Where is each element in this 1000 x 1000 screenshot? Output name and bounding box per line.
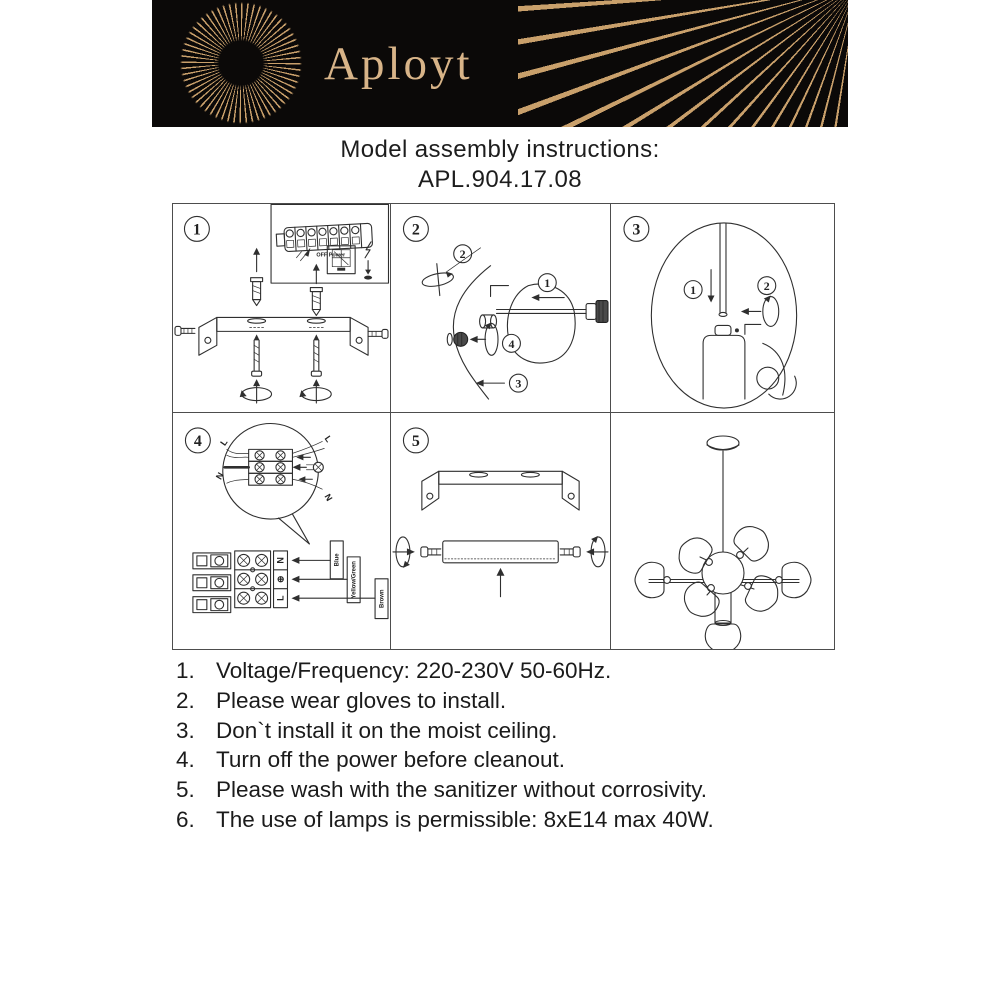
side-screw-right-icon <box>368 329 388 338</box>
step-marker-1 <box>684 270 714 303</box>
list-item <box>176 805 714 835</box>
svg-text:3: 3 <box>515 376 522 391</box>
note-text: The use of lamps is permissible: 8xE14 max 40W. <box>216 806 714 832</box>
brand-name: Aployt <box>324 37 473 90</box>
shade-partial <box>757 343 796 399</box>
safety-notes-list <box>176 656 714 835</box>
wire-label-N-left: N <box>213 470 226 482</box>
magnifier-ellipse <box>651 223 796 408</box>
terminal-earth: ⊕ <box>275 575 286 584</box>
chandelier-drawing <box>611 413 834 649</box>
wire-label-N-right: N <box>322 492 335 503</box>
screw-turn-right-icon <box>560 536 608 567</box>
corner-mark <box>491 286 509 297</box>
wall-anchor-left-icon <box>251 248 263 306</box>
wire-blue: Blue <box>334 553 341 567</box>
step-marker-3 <box>476 374 528 392</box>
mounting-bracket <box>422 471 579 510</box>
svg-text:2: 2 <box>459 247 466 262</box>
note-text: Don`t install it on the moist ceiling. <box>216 717 558 743</box>
side-screw-left-icon <box>175 326 195 335</box>
note-text: Voltage/Frequency: 220-230V 50-60Hz. <box>216 658 612 683</box>
note-number: 6. <box>176 806 195 832</box>
step-badge-number: 5 <box>411 432 420 450</box>
terminal-label-column <box>274 551 288 608</box>
step-badge-number: 3 <box>632 221 641 239</box>
page-title: Model assembly instructions: <box>340 136 660 163</box>
list-item <box>176 686 714 716</box>
step1-diagram <box>173 204 390 412</box>
panel-step-4 <box>173 413 391 649</box>
wire-label-L-right: L <box>322 433 334 445</box>
canopy-plate <box>443 541 558 563</box>
up-arrow-icon <box>497 568 505 597</box>
step-marker-1 <box>531 274 564 301</box>
ray-fan-decoration-icon <box>518 0 848 127</box>
step-marker-2 <box>741 277 779 327</box>
terminal-strip-assembly <box>193 541 388 619</box>
inset-terminal-strip <box>271 204 388 283</box>
lamp-shade-outline <box>507 284 575 363</box>
lamp-body <box>703 324 761 399</box>
note-text: Please wash with the sanitizer without corrosivity. <box>216 777 708 803</box>
panel-step-1 <box>173 204 391 413</box>
panel-step-3 <box>611 204 834 413</box>
lamp-holder <box>586 301 608 323</box>
mounting-bracket <box>199 317 368 355</box>
note-number: 1. <box>176 658 195 683</box>
svg-text:1: 1 <box>690 283 697 298</box>
svg-text:4: 4 <box>508 336 515 351</box>
step3-diagram <box>611 204 834 412</box>
inset-note: OFF Power <box>316 252 346 259</box>
note-number: 3. <box>176 717 195 743</box>
note-number: 2. <box>176 687 195 713</box>
sunburst-logo-icon <box>180 2 302 124</box>
note-number: 4. <box>176 747 195 773</box>
note-text: Please wear gloves to install. <box>216 687 507 713</box>
assembly-steps-grid <box>172 203 835 650</box>
terminal-L: L <box>275 595 286 601</box>
screw-turn-left-icon <box>240 334 272 403</box>
wire-yellow-green: Yellow/Green <box>351 561 358 599</box>
terminal-N: N <box>275 557 286 564</box>
list-item <box>176 716 714 746</box>
terminal-block <box>235 551 271 608</box>
hanging-rod <box>719 224 727 317</box>
list-item <box>176 775 714 805</box>
model-number: APL.904.17.08 <box>417 166 582 193</box>
ceiling-canopy <box>707 436 739 450</box>
svg-text:2: 2 <box>763 279 770 294</box>
wire-label-L-left: L <box>218 437 230 448</box>
step5-diagram <box>391 413 610 649</box>
note-text: Turn off the power before cleanout. <box>216 747 565 773</box>
screw-turn-left-icon <box>393 537 441 568</box>
connector-left <box>193 553 231 613</box>
step4-diagram <box>173 413 390 649</box>
list-item <box>176 745 714 775</box>
brand-banner <box>152 0 848 127</box>
list-item <box>176 656 714 686</box>
screw-turn-right-icon <box>299 334 331 403</box>
step-badge-number: 2 <box>411 221 420 239</box>
step-badge-number: 4 <box>193 432 202 450</box>
step-badge-number: 1 <box>192 221 201 239</box>
step-marker-2 <box>421 245 481 296</box>
svg-text:1: 1 <box>544 276 551 291</box>
panel-step-2 <box>391 204 611 413</box>
note-number: 5. <box>176 777 195 803</box>
wire-brown: Brown <box>379 589 386 608</box>
wiring-balloon <box>214 423 335 543</box>
step2-diagram <box>391 204 610 412</box>
panel-product <box>611 413 834 649</box>
panel-step-5 <box>391 413 611 649</box>
